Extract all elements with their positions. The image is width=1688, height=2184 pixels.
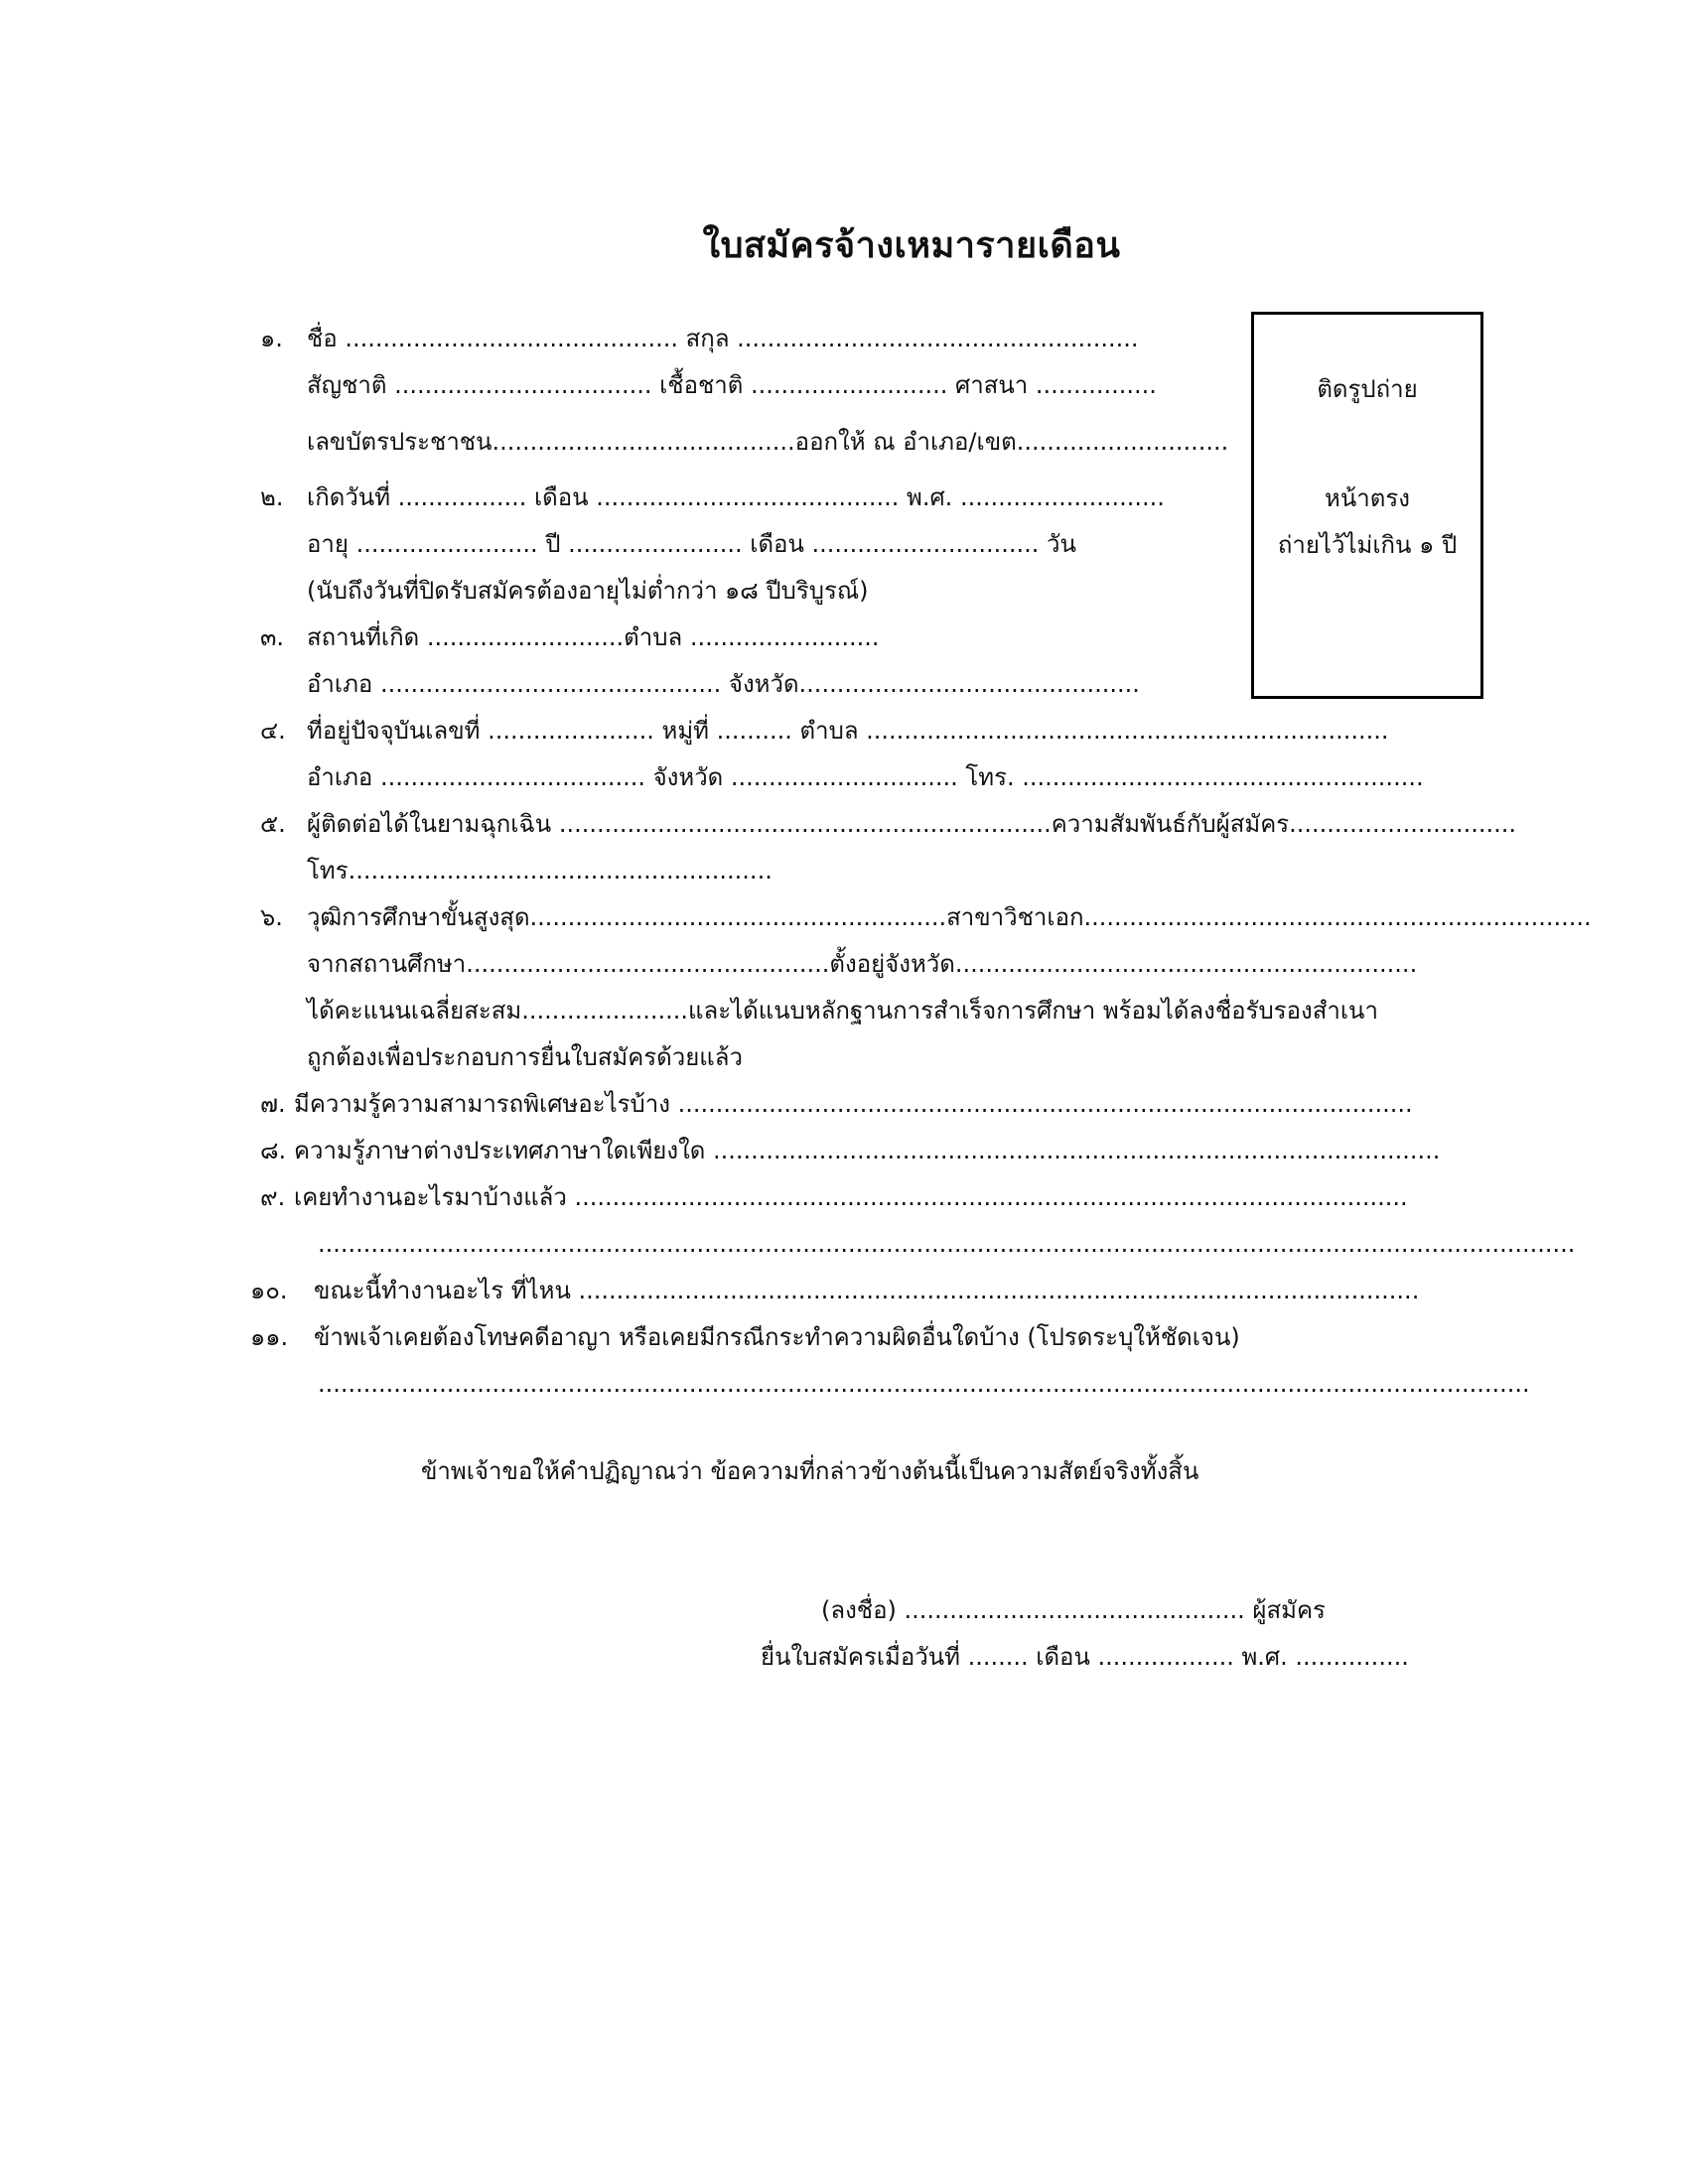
item-number: ๖. <box>260 903 283 931</box>
item-number: ๑๑. <box>250 1323 289 1351</box>
photo-box-label-3: ถ่ายไว้ไม่เกิน ๑ ปี <box>1277 531 1458 559</box>
field-institution[interactable]: จากสถานศึกษา................................................ตั้งอยู่จังหวัด............................................................. <box>307 950 1418 978</box>
field-special-skills[interactable]: มีความรู้ความสามารถพิเศษอะไรบ้าง ................................................................................................. <box>294 1090 1413 1118</box>
photo-box-label-1: ติดรูปถ่าย <box>1317 375 1418 403</box>
submission-date-line[interactable]: ยื่นใบสมัครเมื่อวันที่ ........ เดือน .................. พ.ศ. ............... <box>761 1643 1409 1671</box>
field-address-district-phone[interactable]: อำเภอ ................................... จังหวัด .............................. โทร. ..................................................... <box>307 763 1424 791</box>
field-work-history-cont[interactable]: ...................................................................................................................................................................... <box>318 1230 1576 1258</box>
field-foreign-language[interactable]: ความรู้ภาษาต่างประเทศภาษาใดเพียงใด ................................................................................................ <box>294 1137 1441 1164</box>
field-current-job[interactable]: ขณะนี้ทำงานอะไร ที่ไหน ............................................................................................................... <box>314 1277 1420 1304</box>
item-number: ๗. <box>260 1090 286 1118</box>
field-emergency-phone[interactable]: โทร........................................................ <box>307 857 773 885</box>
field-education[interactable]: วุฒิการศึกษาขั้นสูงสุด.......................................................สาขาวิชาเอก................................................................... <box>307 903 1592 931</box>
item-number: ๘. <box>260 1137 287 1164</box>
item-number: ๕. <box>260 810 286 838</box>
photo-box <box>1251 312 1483 699</box>
field-criminal-record: ข้าพเจ้าเคยต้องโทษคดีอาญา หรือเคยมีกรณีกระทำความผิดอื่นใดบ้าง (โปรดระบุให้ชัดเจน) <box>314 1323 1240 1351</box>
field-nationality-religion[interactable]: สัญชาติ .................................. เชื้อชาติ .......................... ศาสนา ................ <box>307 371 1157 399</box>
education-note: ถูกต้องเพื่อประกอบการยื่นใบสมัครด้วยแล้ว <box>307 1043 743 1071</box>
item-number: ๒. <box>260 483 284 511</box>
item-number: ๑๐. <box>250 1277 288 1304</box>
form-title: ใบสมัครจ้างเหมารายเดือน <box>702 225 1121 266</box>
field-current-address[interactable]: ที่อยู่ปัจจุบันเลขที่ ...................... หมู่ที่ .......... ตำบล ..................................................................... <box>307 717 1389 745</box>
item-number: ๙. <box>260 1183 286 1211</box>
field-birthplace[interactable]: สถานที่เกิด ..........................ตำบล ......................... <box>307 623 880 651</box>
field-gpa[interactable]: ได้คะแนนเฉลี่ยสะสม......................และได้แนบหลักฐานการสำเร็จการศึกษา พร้อมได้ลงชื่อรับรองสำเนา <box>307 997 1378 1024</box>
photo-box-label-2: หน้าตรง <box>1325 484 1410 512</box>
field-criminal-record-detail[interactable]: ................................................................................................................................................................ <box>318 1370 1530 1398</box>
age-note: (นับถึงวันที่ปิดรับสมัครต้องอายุไม่ต่ำกว่า ๑๘ ปีบริบูรณ์) <box>307 577 869 605</box>
signature-line[interactable]: (ลงชื่อ) ............................................. ผู้สมัคร <box>821 1596 1326 1624</box>
field-id-card[interactable]: เลขบัตรประชาชน........................................ออกให้ ณ อำเภอ/เขต............................ <box>307 428 1229 456</box>
field-work-history[interactable]: เคยทำงานอะไรมาบ้างแล้ว .............................................................................................................. <box>294 1183 1408 1211</box>
field-name-surname[interactable]: ชื่อ ............................................ สกุล ..................................................... <box>307 325 1139 352</box>
item-number: ๓. <box>260 623 285 651</box>
declaration-text: ข้าพเจ้าขอให้คำปฏิญาณว่า ข้อความที่กล่าวข้างต้นนี้เป็นความสัตย์จริงทั้งสิ้น <box>421 1457 1199 1485</box>
field-emergency-contact[interactable]: ผู้ติดต่อได้ในยามฉุกเฉิน .................................................................ความสัมพันธ์กับผู้สมัคร.............................. <box>307 810 1516 838</box>
item-number: ๑. <box>260 325 283 352</box>
field-birth-date[interactable]: เกิดวันที่ ................. เดือน ........................................ พ.ศ. ........................... <box>307 483 1165 511</box>
item-number: ๔. <box>260 717 286 745</box>
field-birthplace-district[interactable]: อำเภอ ............................................. จังหวัด............................................. <box>307 670 1140 698</box>
field-age[interactable]: อายุ ........................ ปี ....................... เดือน .............................. วัน <box>307 530 1076 558</box>
